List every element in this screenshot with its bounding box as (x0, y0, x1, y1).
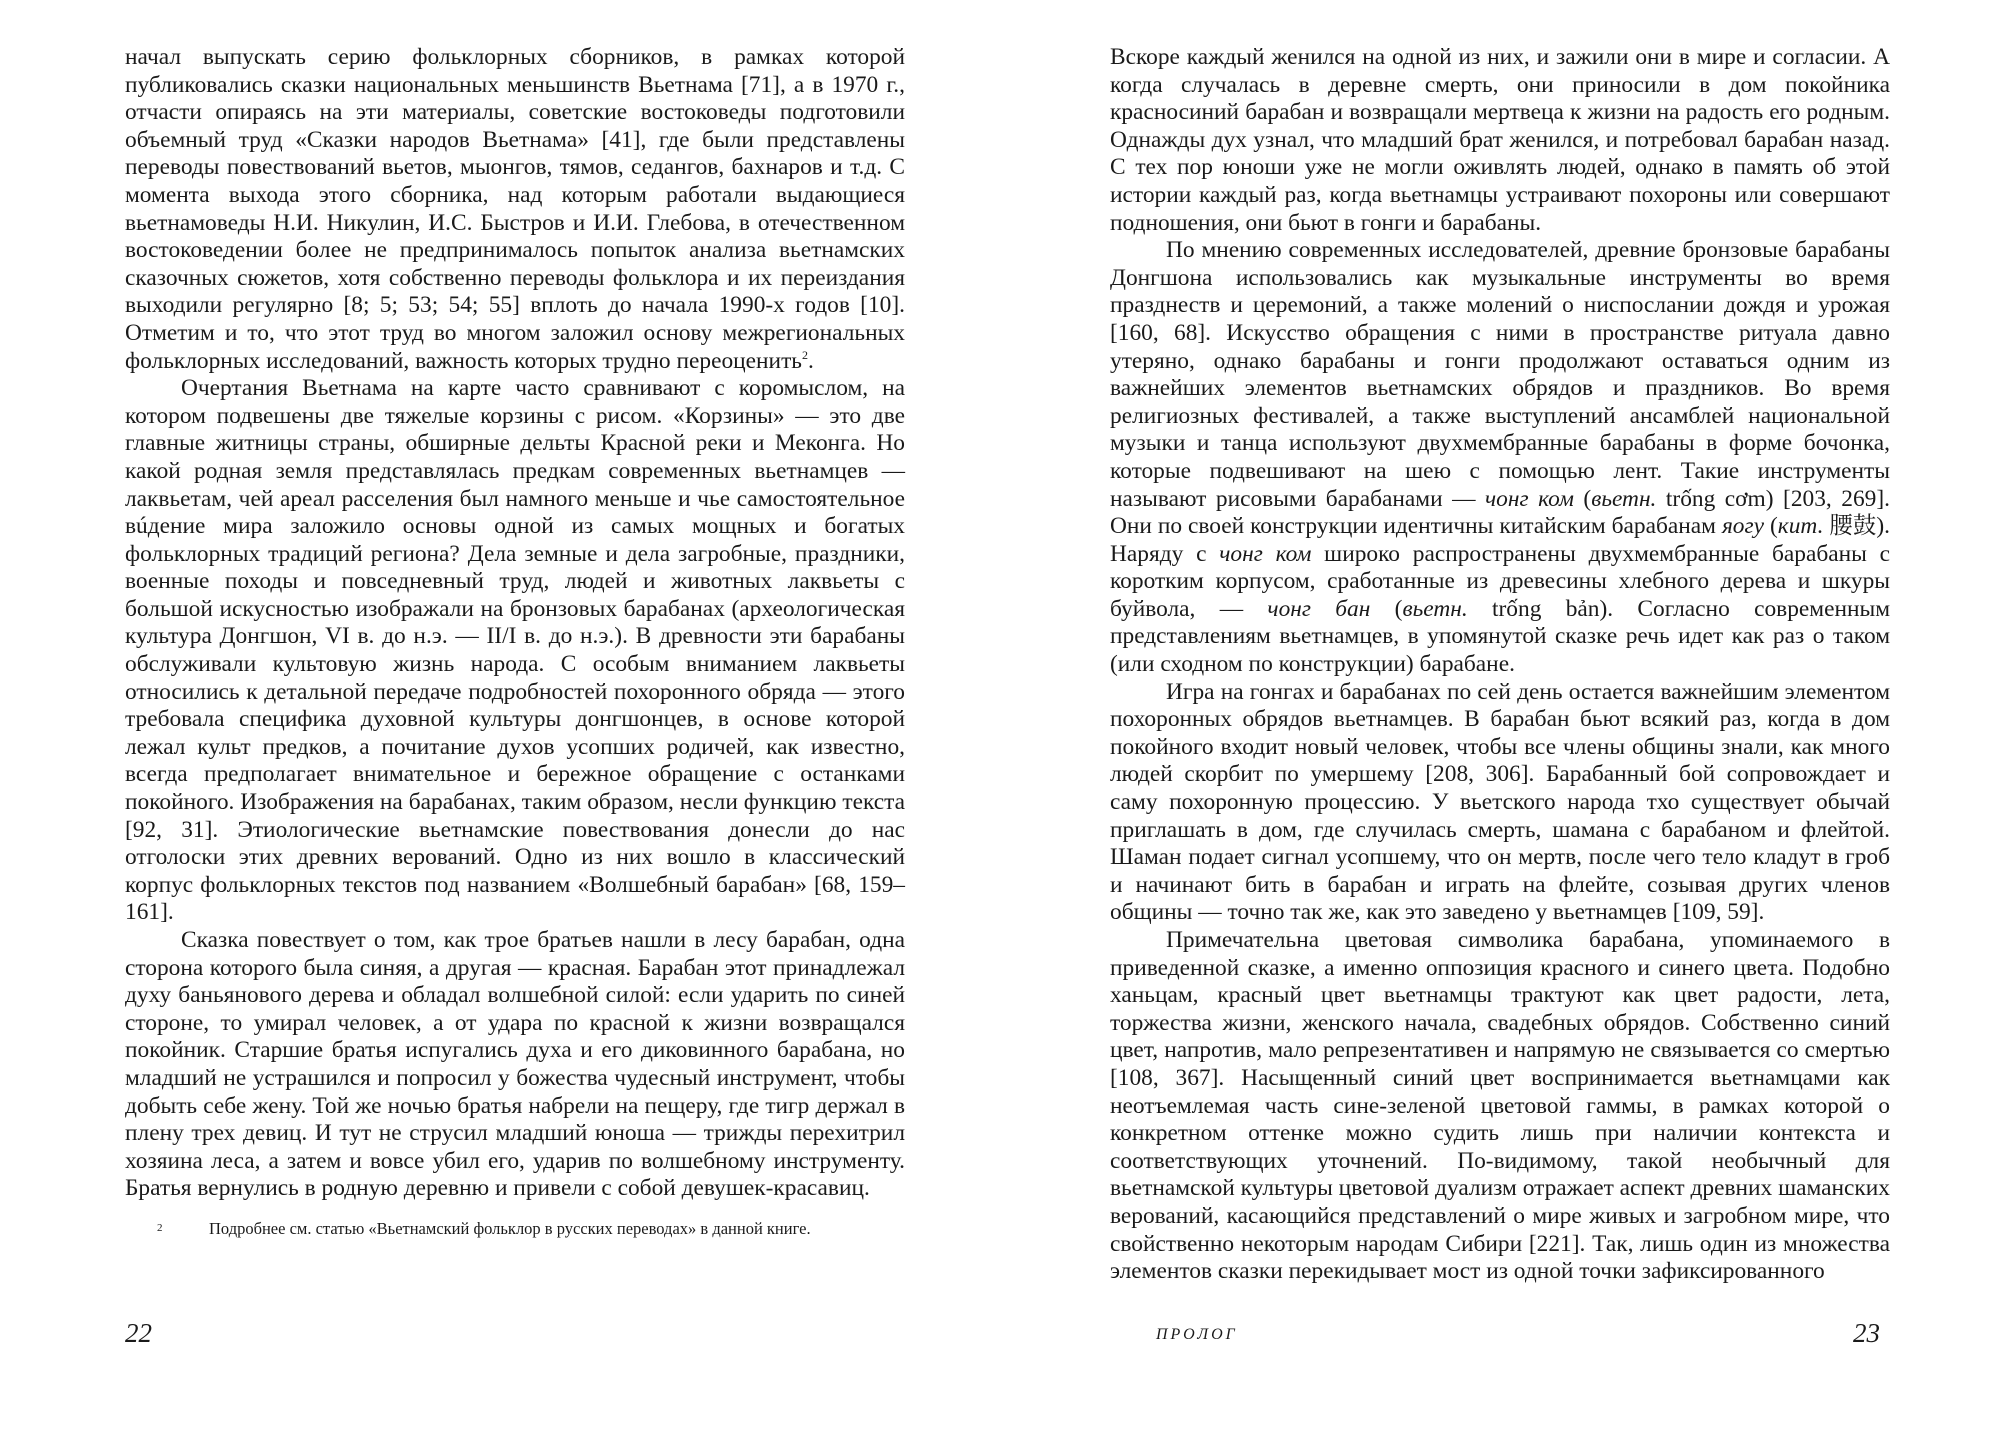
paragraph (1110, 237, 1890, 679)
paragraph: начал выпускать серию фольклорных сборников, в рамках которой публиковались сказки национальных меньшинств Вьетнама [71], а в 1970 г., отчасти опираясь на эти материалы, советские востоковеды подготовили объемный труд «Сказки народов Вьетнама» [41], где были представлены переводы повествований вьетов, мыонгов, тямов, седангов, бахнаров и т.д. С момента выхода этого сборника, над которым работали выдающиеся вьетнамоведы Н.И. Никулин, И.С. Быстров и И.И. Глебова, в отечественном востоковедении более не предпринималось попыток анализа вьетнамских сказочных сюжетов, хотя собственно переводы фольклора и их переиздания выходили регулярно [8; 5; 53; 54; 55] вплоть до начала 1990-х годов [10]. Отметим и то, что этот труд во многом заложил основу межрегиональных фольклорных исследований, важность которых трудно переоценить$^2$. (125, 44, 905, 374)
paragraph-text: начал выпускать серию фольклорных сборников, в рамках которой публиковались сказки национальных меньшинств Вьетнама [71], а в 1970 г., отчасти опираясь на эти материалы, советские востоковеды подготовили объемный труд «Сказки народов Вьетнама» [41], где были представлены переводы повествований вьетов, мыонгов, тямов, седангов, бахнаров и т.д. С момента выхода этого сборника, над которым работали выдающиеся вьетнамоведы Н.И. Никулин, И.С. Быстров и И.И. Глебова, в отечественном востоковедении более не предпринималось попыток анализа вьетнамских сказочных сюжетов, хотя собственно переводы фольклора и их переиздания выходили регулярно [8; 5; 53; 54; 55] вплоть до начала 1990-х годов [10]. Отметим и то, что этот труд во многом заложил основу межрегиональных фольклорных исследований, важность которых трудно переоценить (125, 44, 905, 374)
text-run: trống cơm) [203, 269]. Они по своей конструкции идентичны китайским барабанам (1110, 485, 1890, 540)
left-page-text (125, 44, 905, 1203)
term-italic: чонг ком (1219, 540, 1312, 567)
abbr-italic: вьетн. (1402, 595, 1468, 622)
text-run: ( (1370, 595, 1403, 622)
footnote-text: Подробнее см. статью «Вьетнамский фольклор в русских переводах» в данной книге. (209, 1218, 811, 1238)
page-number-left: 22 (125, 1318, 152, 1348)
text-run: широко распространены двухмембранные барабаны с коротким корпусом, сработанные из древесины хлебного дерева и шкуры буйвола, — (1110, 540, 1891, 622)
right-page (1110, 44, 1890, 1424)
abbr-italic: кит. (1777, 513, 1824, 540)
term-italic: чонг ком (1485, 485, 1574, 512)
paragraph: Вскоре каждый женился на одной из них, и зажили они в мире и согласии. А когда случалась в деревне смерть, они приносили в дом покойника красносиний барабан и возвращали мертвеца к жизни на радость его родным. Однажды дух узнал, что младший брат женился, и потребовал барабан назад. С тех пор юноши уже не могли оживлять людей, однако в память об этой истории каждый раз, когда вьетнамцы устраивают похороны или совершают подношения, они бьют в гонги и барабаны. (1110, 44, 1890, 236)
running-head: ПРОЛОГ (1156, 1326, 1238, 1343)
paragraph: Примечательна цветовая символика барабана, упоминаемого в приведенной сказке, а именно оппозиция красного и синего цвета. Подобно ханьцам, красный цвет вьетнамцы трактуют как цвет радости, лета, торжества жизни, женского начала, свадебных обрядов. Собственно синий цвет, напротив, мало репрезентативен и напрямую не связывается со смертью [108, 367]. Насыщенный синий цвет воспринимается вьетнамцами как неотъемлемая часть сине-зеленой цветовой гаммы, в рамках которой о конкретном оттенке можно судить лишь при наличии контекста и соответствующих уточнений. По-видимому, такой необычный для вьетнамской культуры цветовой дуализм отражает аспект древних шаманских верований, касающийся представлений о мире живых и загробном мире, что свойственно некоторым народам Сибири [221]. Так, лишь один из множества элементов сказки перекидывает мост из одной точки зафиксированного (1110, 927, 1890, 1285)
abbr-italic: вьетн. (1591, 485, 1657, 512)
right-page-text (1110, 44, 1890, 1286)
footnote-reference[interactable]: 2 (801, 347, 808, 362)
text-run: 腰鼓). Наряду с (1110, 513, 1890, 567)
page-number-right: 23 (1853, 1318, 1880, 1348)
text-run: ( (1764, 513, 1778, 540)
paragraph: Сказка повествует о том, как трое братьев нашли в лесу барабан, одна сторона которого была синяя, а другая — красная. Барабан этот принадлежал духу баньянового дерева и обладал волшебной силой: если ударить по синей стороне, то умирал человек, а от удара по красной к жизни возвращался покойник. Старшие братья испугались духа и его диковинного барабана, но младший не устрашился и попросил у божества чудесный инструмент, чтобы добыть себе жену. Той же ночью братья набрели на пещеру, где тигр держал в плену трех девиц. И тут не струсил младший юноша — трижды перехитрил хозяина леса, а затем и вовсе убил его, ударив по волшебному инструменту. Братья вернулись в родную деревню и привели с собой девушек-красавиц. (125, 927, 905, 1202)
text-run: trống bản). Согласно современным представлениям вьетнамцев, в упомянутой сказке речь идет как раз о таком (или сходном по конструкции) барабане. (1110, 595, 1891, 678)
left-page (125, 44, 905, 1424)
term-italic: яогу (1721, 513, 1765, 540)
text-run: ( (1573, 485, 1592, 512)
footnote (125, 1217, 905, 1240)
paragraph: Очертания Вьетнама на карте часто сравнивают с коромыслом, на котором подвешены две тяжелые корзины с рисом. «Корзины» — это две главные житницы страны, обширные дельты Красной реки и Меконга. Но какой родная земля представлялась предкам современных вьетнамцев — лаквьетам, чей ареал расселения был намного меньше и чье самостоятельное вúдение мира заложило основы одной из самых мощных и богатых фольклорных традиций региона? Дела земные и дела загробные, праздники, военные походы и повседневный труд, людей и животных лаквьеты с большой искусностью изображали на бронзовых барабанах (археологическая культура Донгшон, VI в. до н.э. — II/I в. до н.э.). В древности эти барабаны обслуживали культовую жизнь народа. С особым вниманием лаквьеты относились к детальной передаче подробностей похоронного обряда — этого требовала специфика духовной культуры донгшонцев, в основе которой лежал культ предков, а почитание духов усопших родичей, как известно, всегда предполагает внимательное и бережное обращение с останками покойного. Изображения на барабанах, таким образом, несли функцию текста [92, 31]. Этиологические вьетнамские повествования донесли до нас отголоски этих древних верований. Одно из них вошло в классический корпус фольклорных текстов под названием «Волшебный барабан» [68, 159–161]. (125, 375, 905, 926)
paragraph: Игра на гонгах и барабанах по сей день остается важнейшим элементом похоронных обрядов вьетнамцев. В барабан бьют всякий раз, когда в дом покойного входит новый человек, чтобы все члены общины знали, как много людей скорбит по умершему [208, 306]. Барабанный бой сопровождает и саму похоронную процессию. У вьетского народа тхо существует обычай приглашать в дом, где случилась смерть, шамана с барабаном и флейтой. Шаман подает сигнал усопшему, что он мертв, после чего тело кладут в гроб и начинают бить в барабан и играть на флейте, созывая других членов общины — точно так же, как это заведено у вьетнамцев [109, 59]. (1110, 678, 1890, 926)
term-italic: чонг бан (1267, 595, 1371, 622)
footnote-mark: 2 (157, 1221, 163, 1234)
text-run: По мнению современных исследователей, древние бронзовые барабаны Донгшона использовались как музыкальные инструменты во время празднеств и церемоний, а также молений о ниспослании дождя и урожая [160, 68]. Искусство обращения с ними в пространстве ритуала давно утеряно, однако барабаны и гонги продолжают оставаться одним из важнейших элементов вьетнамских обрядов и праздников. Во время религиозных фестивалей, а также выступлений ансамблей национальной музыки и танца используют двухмембранные барабаны в форме бочонка, которые подвешивают на шею с помощью лент. Такие инструменты называют рисовыми барабанами — (1110, 237, 1890, 512)
